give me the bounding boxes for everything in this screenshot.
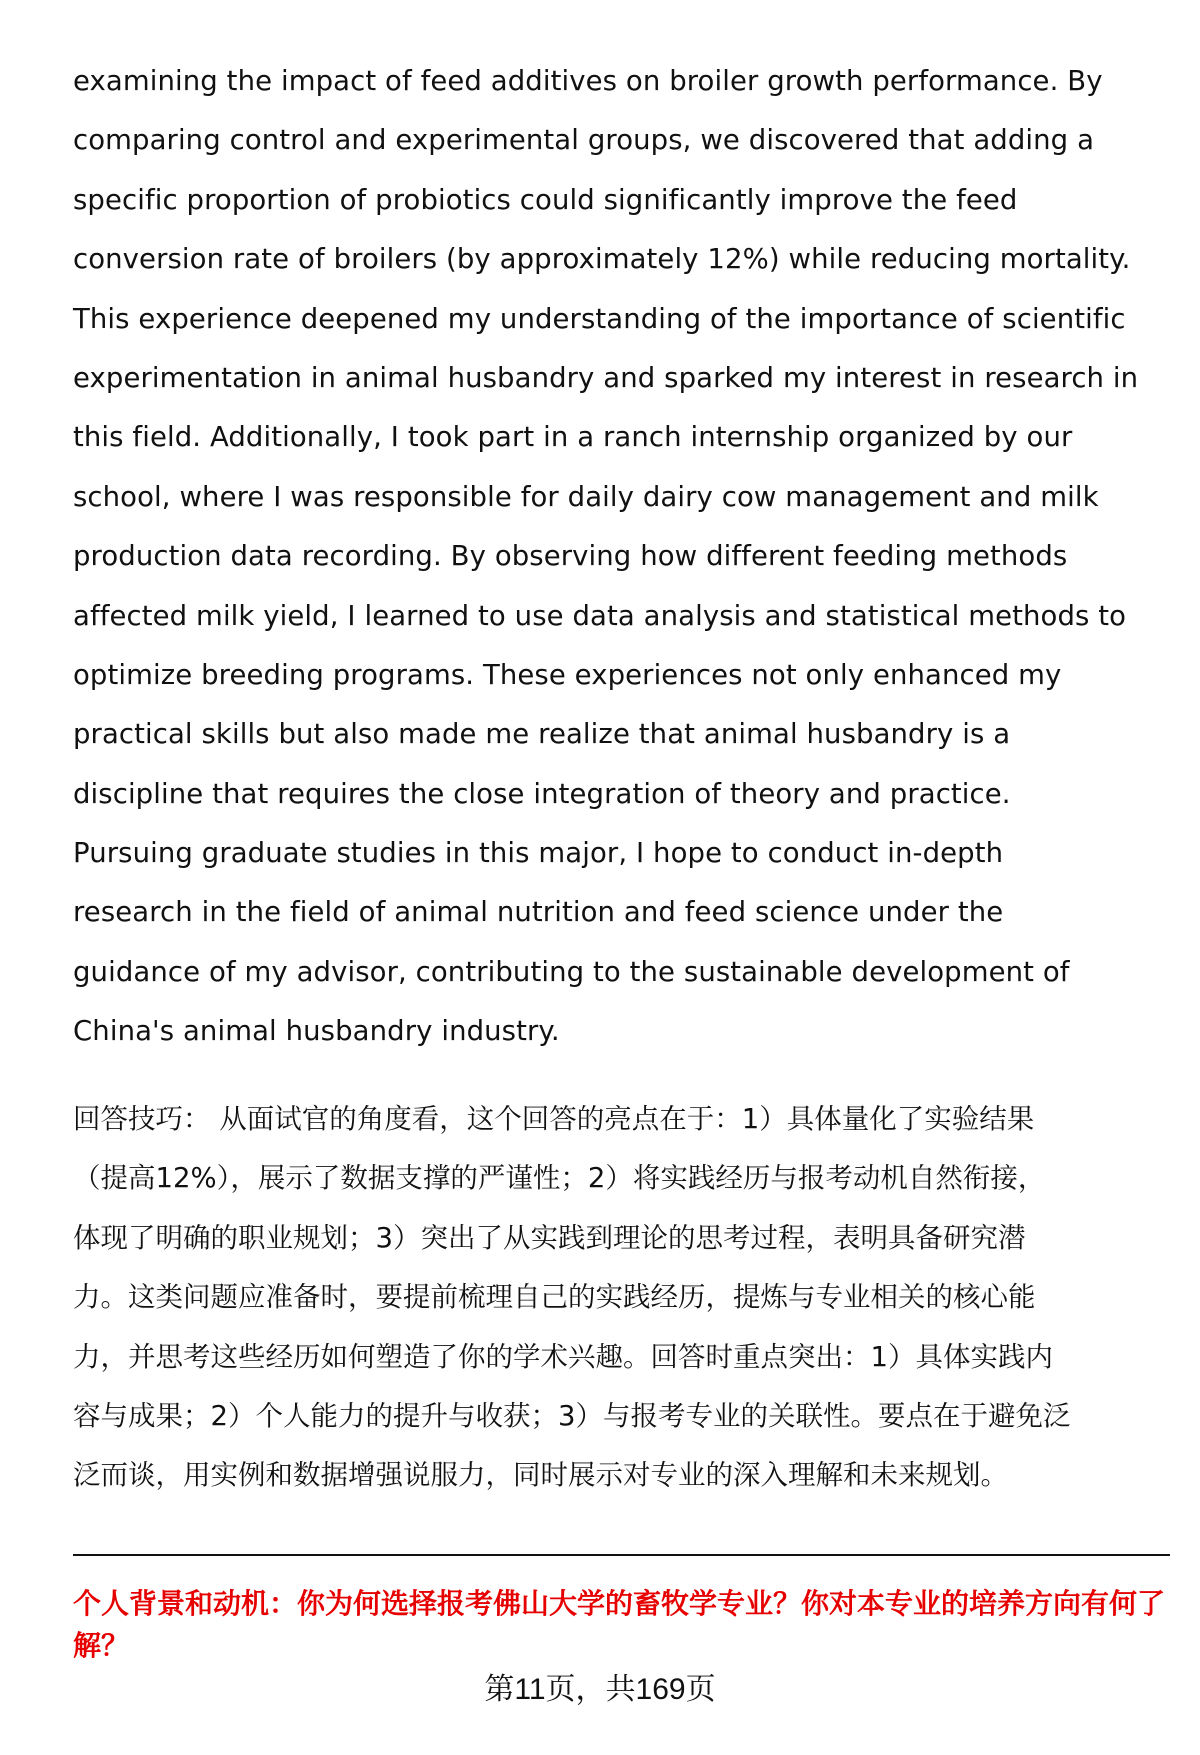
tips-line: 体现了明确的职业规划；3）突出了从实践到理论的思考过程，表明具备研究潜 bbox=[73, 1221, 1026, 1254]
body-line: affected milk yield, I learned to use data analysis and statistical methods to bbox=[73, 599, 1127, 632]
body-line: China's animal husbandry industry. bbox=[73, 1015, 560, 1048]
body-line: conversion rate of broilers (by approximately 12%) while reducing mortality. bbox=[73, 243, 1131, 276]
body-line: guidance of my advisor, contributing to the sustainable development of bbox=[73, 955, 1070, 988]
body-line: examining the impact of feed additives on broiler growth performance. By bbox=[73, 65, 1103, 97]
tips-line: 回答技巧： 从面试官的角度看，这个回答的亮点在于：1）具体量化了实验结果 bbox=[73, 1103, 1035, 1135]
section-divider bbox=[73, 1554, 1170, 1556]
body-line: research in the field of animal nutrition and feed science under the bbox=[73, 896, 1004, 929]
tips-line: 容与成果；2）个人能力的提升与收获；3）与报考专业的关联性。要点在于避免泛 bbox=[73, 1399, 1071, 1432]
answer-tips bbox=[73, 1090, 1183, 1506]
body-line: this field. Additionally, I took part in a ranch internship organized by our bbox=[73, 421, 1073, 454]
tips-line: （提高12%），展示了数据支撑的严谨性；2）将实践经历与报考动机自然衔接， bbox=[73, 1162, 1046, 1195]
tips-line: 泛而谈，用实例和数据增强说服力，同时展示对专业的深入理解和未来规划。 bbox=[73, 1459, 1008, 1492]
body-line: This experience deepened my understanding of the importance of scientific bbox=[73, 302, 1126, 335]
body-line: experimentation in animal husbandry and sparked my interest in research in bbox=[73, 361, 1139, 394]
body-line: comparing control and experimental groups, we discovered that adding a bbox=[73, 124, 1095, 157]
tips-line: 力。这类问题应准备时，要提前梳理自己的实践经历，提炼与专业相关的核心能 bbox=[73, 1281, 1036, 1314]
body-line: discipline that requires the close integration of theory and practice. bbox=[73, 777, 1011, 810]
body-line: Pursuing graduate studies in this major, I hope to conduct in-depth bbox=[73, 837, 1004, 870]
tips-line: 力，并思考这些经历如何塑造了你的学术兴趣。回答时重点突出：1）具体实践内 bbox=[73, 1340, 1053, 1373]
answer-body bbox=[73, 52, 1173, 1062]
body-line: practical skills but also made me realize that animal husbandry is a bbox=[73, 718, 1011, 751]
body-line: optimize breeding programs. These experiences not only enhanced my bbox=[73, 658, 1062, 691]
body-line: production data recording. By observing how different feeding methods bbox=[73, 540, 1068, 573]
body-line: specific proportion of probiotics could significantly improve the feed bbox=[73, 183, 1018, 216]
page-number: 第11页，共169页 bbox=[484, 1673, 716, 1706]
question-heading: 个人背景和动机：你为何选择报考佛山大学的畜牧学专业？你对本专业的培养方向有何了解？ bbox=[73, 1587, 1166, 1662]
body-line: school, where I was responsible for daily dairy cow management and milk bbox=[73, 480, 1099, 513]
